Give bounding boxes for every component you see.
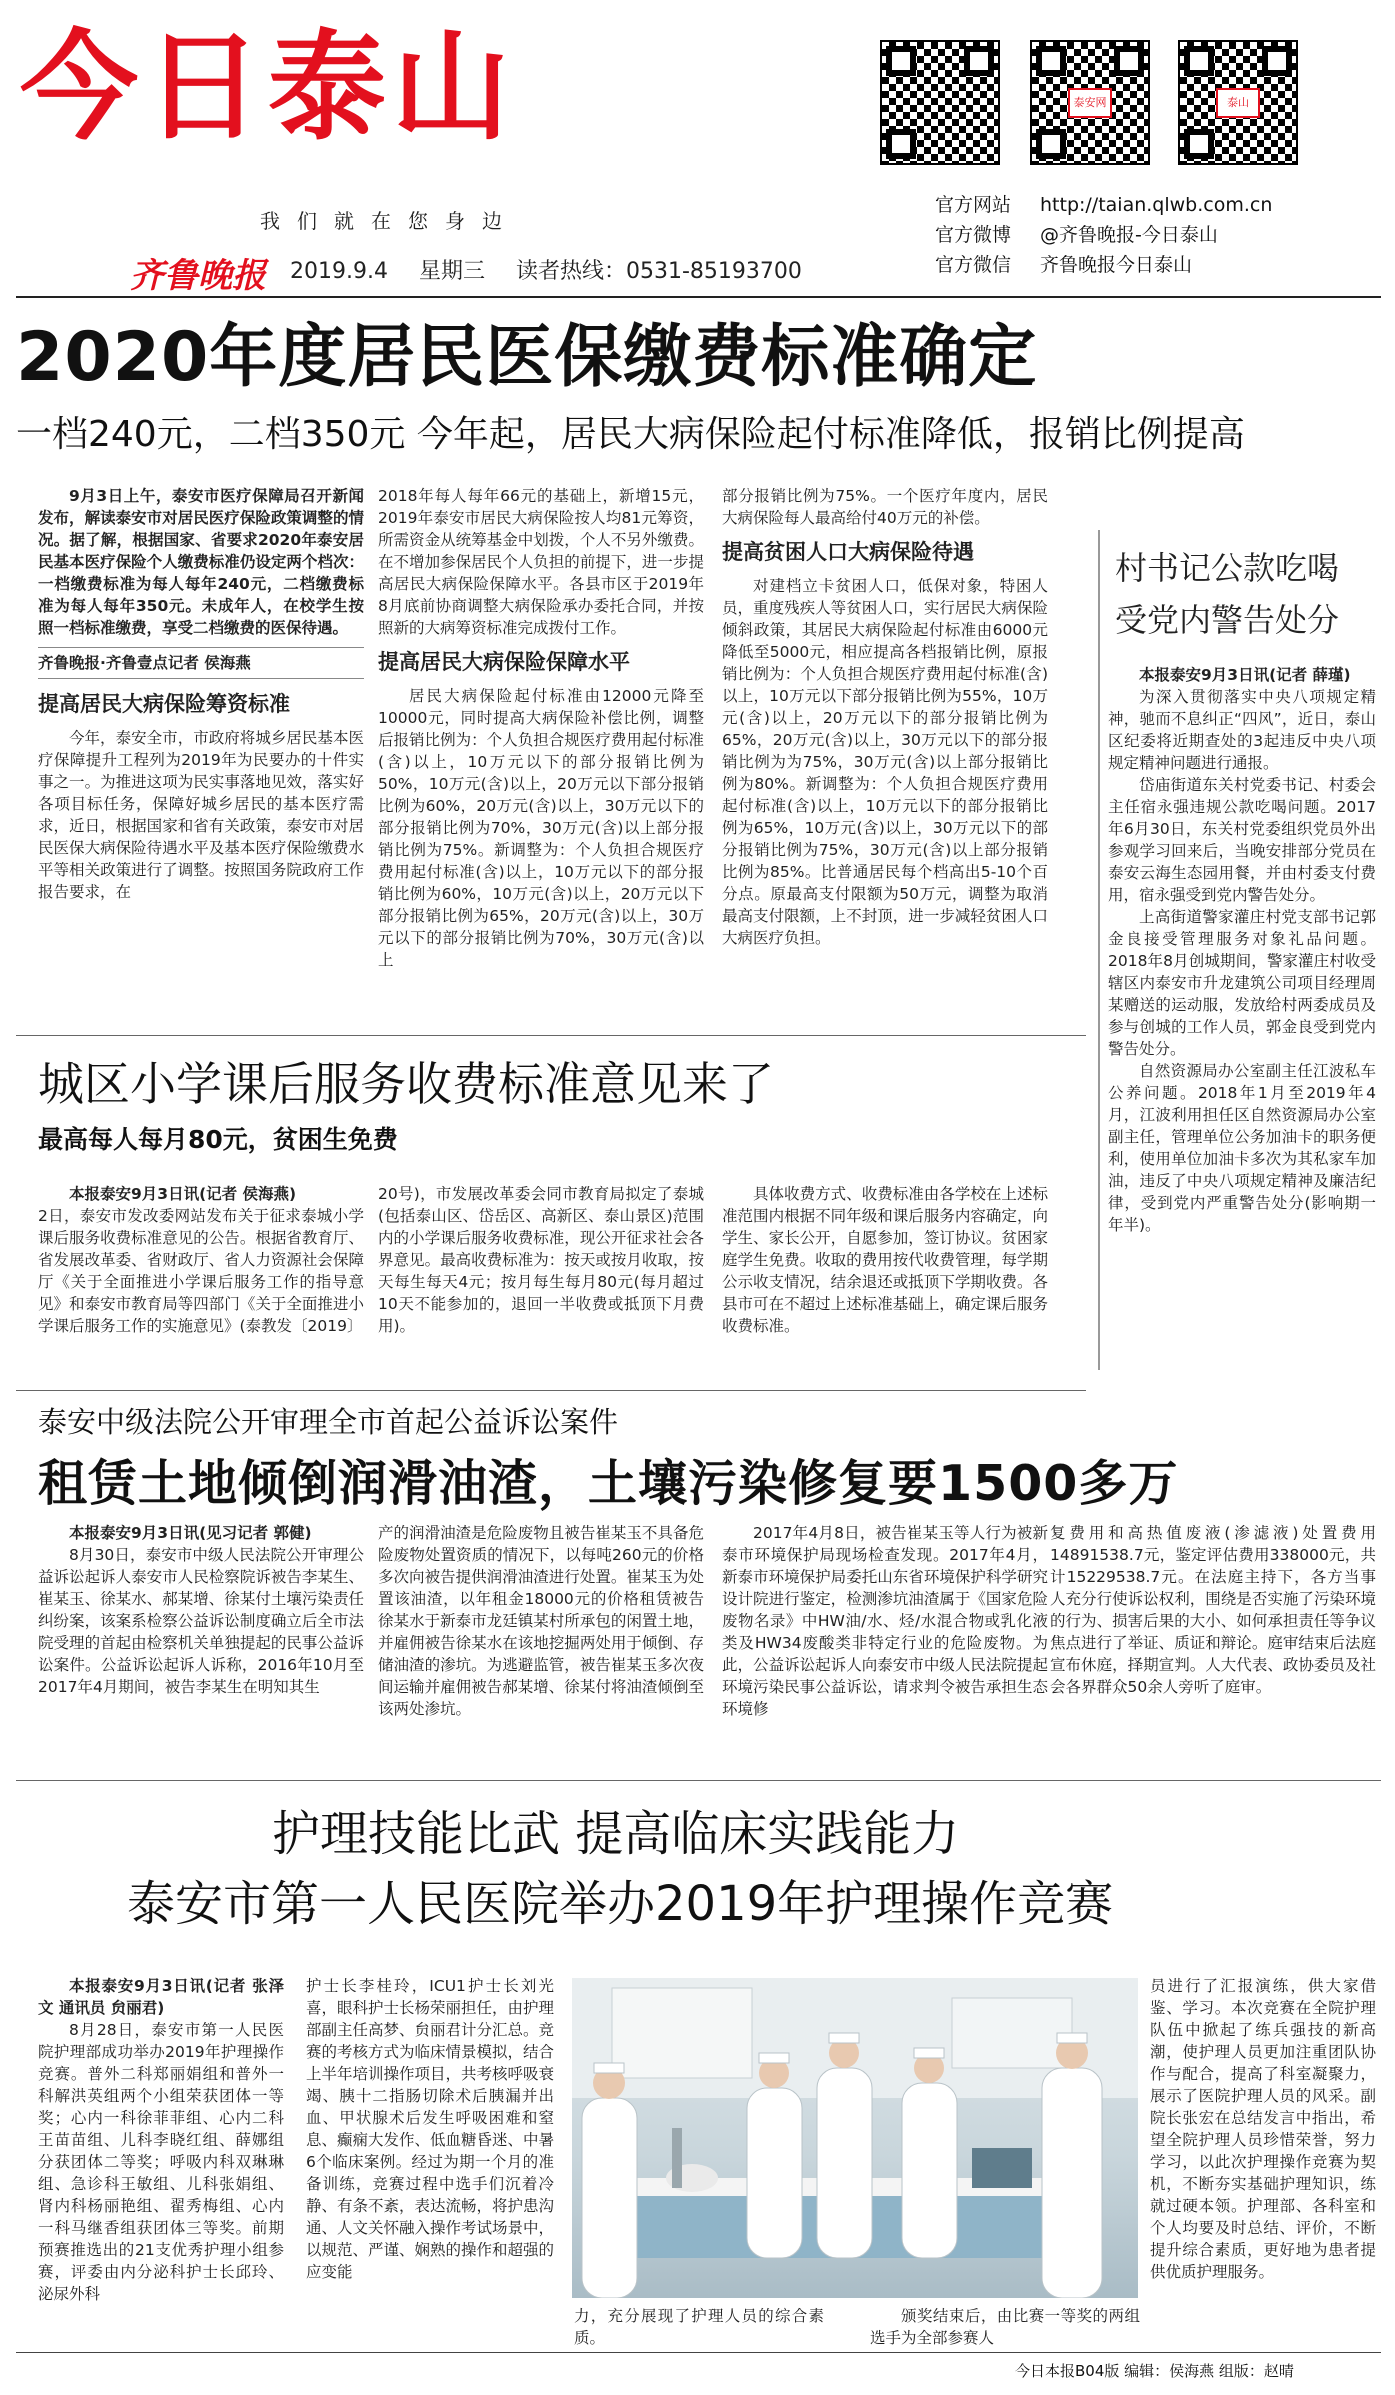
qr-tag-3: 泰山: [1216, 88, 1260, 118]
story1-subhead-2: 提高居民大病保险保障水平: [378, 650, 630, 674]
story1-subhead-1: 提高居民大病保险筹资标准: [38, 692, 290, 716]
story2-byline: 本报泰安9月3日讯(记者 侯海燕): [69, 1185, 297, 1203]
story2-column-1: [38, 1183, 364, 1383]
story3-divider: [16, 1390, 1086, 1391]
official-weibo[interactable]: 官方微博 @齐鲁晚报-今日泰山: [935, 224, 1218, 246]
sidebar-rule: [1098, 530, 1100, 1370]
sidebar-body: [1108, 664, 1376, 1364]
story3-column-1: [38, 1522, 364, 1762]
story2-headline: 城区小学课后服务收费标准意见来了: [38, 1057, 774, 1111]
story1-text-3a: 部分报销比例为75%。一个医疗年度内，居民大病保险每人最高给付40万元的补偿。: [722, 487, 1048, 527]
story4-photo-caption-right: 颁奖结束后，由比赛一等奖的两组选手为全部参赛人: [870, 2307, 1140, 2347]
story2-divider: [16, 1035, 1086, 1036]
story3-text-4: 复费用和高热值废液(渗滤液)处置费用14891538.7元，鉴定评估费用338000元，共计15229538.7元。在法庭主持下，各方当事人充分行使诉讼权利，围绕是否实施了污染环境的行为、损害后果的大小、如何承担责任等争议焦点进行了举证、质证和辩论。庭审结束后法庭宣布休庭，择期宣判。人大代表、政协委员及社会各界群众50余人旁听了庭审。: [1050, 1524, 1376, 1696]
story3-headline: 租赁土地倾倒润滑油渣，土壤污染修复要1500多万: [38, 1455, 1179, 1512]
official-wechat[interactable]: 官方微信 齐鲁晚报今日泰山: [935, 254, 1193, 276]
story3-column-4: [1050, 1522, 1376, 1762]
sidebar-title: 村书记公款吃喝 受党内警告处分: [1115, 549, 1340, 639]
qr-code-1: [880, 40, 1000, 165]
story1-column-1: [38, 485, 364, 1005]
page-footer: 今日本报B04版 编辑：侯海燕 组版：赵晴: [1015, 2362, 1294, 2380]
story2-text-3: 具体收费方式、收费标准由各学校在上述标准范围内根据不同年级和课后服务内容确定，向学生、家长公开，自愿参加，签订协议。贫困家庭学生免费。收取的费用按代收费管理，每学期公示收支情况，结余退还或抵顶下学期收费。各县市可在不超过上述标准基础上，确定课后服务收费标准。: [722, 1185, 1048, 1335]
story4-byline: 本报泰安9月3日讯(记者 张泽文 通讯员 贠丽君): [38, 1977, 284, 2017]
dateline: [270, 254, 802, 285]
issue-weekday: 星期三: [418, 259, 485, 284]
official-website[interactable]: 官方网站 http://taian.qlwb.com.cn: [935, 194, 1273, 216]
story1-byline: 齐鲁晚报·齐鲁壹点记者 侯海燕: [38, 654, 251, 672]
story3-text-2: 产的润滑油渣是危险废物且被告崔某玉不具备危险废物处置资质的情况下，以每吨260元的价格多次向被告提供润滑油渣进行处置。崔某玉为处置该油渣，以年租金18000元的价格租赁被告徐某水于新泰市龙廷镇某村所承包的闲置土地，并雇佣被告徐某水在该地挖掘两处用于倾倒、存储油渣的渗坑。为逃避监管，被告崔某玉多次夜间运输并雇佣被告郝某增、徐某付将油渣倾倒至该两处渗坑。: [378, 1524, 704, 1718]
story2-text-2: 20号)，市发展改革委会同市教育局拟定了泰城(包括泰山区、岱岳区、高新区、泰山景区)范围内的小学课后服务收费标准，现公开征求社会各界意见。最高收费标准为：按天或按月收取，按天每生每天4元；按月每生每月80元(每月超过10天不能参加的，退回一半收费或抵顶下月费用)。: [378, 1185, 704, 1335]
story3-column-2: [378, 1522, 704, 1762]
sidebar-p3: 上高街道警家灌庄村党支部书记郭金良接受管理服务对象礼品问题。2018年8月创城期间，警家灌庄村收受辖区内泰安市升龙建筑公司项目经理周某赠送的运动服，发放给村两委成员及参与创城的工作人员，郭金良受到党内警告处分。: [1108, 908, 1376, 1058]
story4-text-4: 员进行了汇报演练，供大家借鉴、学习。本次竞赛在全院护理队伍中掀起了练兵强技的新高潮，使护理人员更加注重团队协作与配合，提高了科室凝聚力，展示了医院护理人员的风采。副院长张宏在总结发言中指出，希望全院护理人员珍惜荣誉，努力学习，以此次护理操作竞赛为契机，不断夯实基础护理知识，练就过硬本领。护理部、各科室和个人均要及时总结、评价，不断提升综合素质，更好地为患者提供优质护理服务。: [1150, 1977, 1376, 2281]
story4-text-1: 8月28日，泰安市第一人民医院护理部成功举办2019年护理操作竞赛。普外二科郑丽娟组和普外一科解洪英组两个小组荣获团体一等奖；心内一科徐菲菲组、心内二科王苗苗组、儿科李晓红组、薛娜组分获团体二等奖；呼吸内科双琳琳组、急诊科王敏组、儿科张娟组、肾内科杨丽艳组、翟秀梅组、心内一科马继香组获团体三等奖。前期预赛推选出的21支优秀护理小组参赛，评委由内分泌科护士长邱玲、泌尿外科: [38, 2021, 284, 2303]
story2-subheadline: 最高每人每月80元，贫困生免费: [38, 1125, 398, 1154]
story4-column-4: [1150, 1975, 1376, 2345]
story2-column-2: [378, 1183, 704, 1383]
story1-lead: 9月3日上午，泰安市医疗保障局召开新闻发布，解读泰安市对居民医疗保险政策调整的情况。据了解，根据国家、省要求2020年泰安居民基本医疗保险个人缴费标准仍设定两个档次：一档缴费标准为每人每年240元，二档缴费标准为每人每年350元。未成年人，在校学生按照一档标准缴费，享受二档缴费的医保待遇。: [38, 487, 364, 637]
story4-column-2: [306, 1975, 554, 2345]
masthead-slogan: 我们就在您身边: [260, 209, 519, 233]
story3-byline: 本报泰安9月3日讯(见习记者 郭健): [69, 1524, 312, 1542]
qr-tag-2: 泰安网: [1068, 88, 1112, 118]
story3-text-1: 8月30日，泰安市中级人民法院公开审理公益诉讼起诉人泰安市人民检察院诉被告李某生、崔某玉、徐某水、郝某增、徐某付土壤污染责任纠纷案，该案系检察公益诉讼制度确立后全市法院受理的首起由检察机关单独提起的民事公益诉讼案件。公益诉讼起诉人诉称，2016年10月至2017年4月期间，被告李某生在明知其生: [38, 1546, 364, 1696]
story1-text-2: 2018年每人每年66元的基础上，新增15元，2019年泰安市居民大病保险按人均81元筹资，所需资金从统筹基金中划拨，个人不另外缴费。在不增加参保居民个人负担的前提下，进一步提高居民大病保险保障水平。各县市区于2019年8月底前协商调整大病保险承办委托合同，并按照新的大病筹资标准完成拨付工作。: [378, 487, 704, 637]
sidebar-p2: 岱庙街道东关村党委书记、村委会主任宿永强违规公款吃喝问题。2017年6月30日，东关村党委组织党员外出参观学习回来后，当晚安排部分党员在泰安云海生态园用餐，并由村委支付费用，宿永强受到党内警告处分。: [1108, 776, 1376, 904]
story4-divider: [16, 1780, 1381, 1781]
story1-subhead-3: 提高贫困人口大病保险待遇: [722, 540, 974, 564]
story2-text-1: 2日，泰安市发改委网站发布关于征求泰城小学课后服务收费标准意见的公告。根据省教育厅、省发展改革委、省财政厅、省人力资源社会保障厅《关于全面推进小学课后服务工作的指导意见》和泰安市教育局等四部门《关于全面推进小学课后服务工作的实施意见》(泰教发〔2019〕: [38, 1207, 364, 1335]
photo-illustration: [572, 1978, 1138, 2298]
sidebar-p4: 自然资源局办公室副主任江波私车公养问题。2018年1月至2019年4月，江波利用担任区自然资源局办公室副主任，管理单位公务加油卡的职务便利，使用单位加油卡多次为其私家车加油，违反了中央八项规定精神及廉洁纪律，受到党内严重警告处分(影响期一年半)。: [1108, 1062, 1376, 1234]
sidebar-p1: 为深入贯彻落实中央八项规定精神，驰而不息纠正“四风”，近日，泰山区纪委将近期查处的3起违反中央八项规定精神问题进行通报。: [1108, 688, 1376, 772]
sidebar-byline: 本报泰安9月3日讯(记者 薛瑾): [1139, 666, 1351, 684]
story2-column-3: [722, 1183, 1048, 1383]
brand-logo: 齐鲁晚报: [130, 256, 266, 296]
story4-text-2: 护士长李桂玲，ICU1护士长刘光喜，眼科护士长杨荣丽担任，由护理部副主任高梦、贠丽君计分汇总。竞赛的考核方式为临床情景模拟，结合上半年培训操作项目，共考核呼吸衰竭、胰十二指肠切除术后胰漏并出血、甲状腺术后发生呼吸困难和窒息、癫痫大发作、低血糖昏迷、中暑6个临床案例。经过为期一个月的准备训练，竞赛过程中选手们沉着冷静、有条不紊，表达流畅，将护患沟通、人文关怀融入操作考试场景中，以规范、严谨、娴熟的操作和超强的应变能: [306, 1977, 554, 2281]
official-channels: [935, 190, 1272, 280]
story1-text-3b: 对建档立卡贫困人口，低保对象，特困人员，重度残疾人等贫困人口，实行居民大病保险倾斜政策，其居民大病保险起付标准由6000元降低至5000元，相应提高各档报销比例，原报销比例为：个人负担合规医疗费用起付标准(含)以上，10万元以下部分报销比例为55%，10万元(含)以上，20万元以下的部分报销比例为65%，20万元(含)以上，30万元以下的部分报销比例为为75%，30万元(含)以上部分报销比例为80%。新调整为：个人负担合规医疗费用起付标准(含)以上，10万元以下的部分报销比例为65%，10万元(含)以上，30万元以下的部分报销比例为75%，30万元(含)以上部分报销比例为85%。比普通居民每个档高出5-10个百分点。原最高支付限额为50万元，调整为取消最高支付限额，上不封顶，进一步减轻贫困人口大病医疗负担。: [722, 577, 1048, 947]
masthead-title: 今日泰山: [20, 18, 517, 156]
story1-text-2b: 居民大病保险起付标准由12000元降至10000元，同时提高大病保险补偿比例，调整后报销比例为：个人负担合规医疗费用起付标准(含)以上，10万元以下的部分报销比例为50%，10万元(含)以上，20万元以下部分报销比例为60%，20万元(含)以上，30万元以下的部分报销比例为70%，30万元(含)以上部分报销比例为75%。新调整为：个人负担合规医疗费用起付标准(含)以上，10万元以下的部分报销比例为60%，10万元(含)以上，20万元以下部分报销比例为65%，20万元(含)以上，30万元以下的部分报销比例为70%，30万元(含)以上: [378, 687, 704, 969]
story4-headline-1: 护理技能比武 提高临床实践能力: [272, 1806, 960, 1862]
story4-headline-2: 泰安市第一人民医院举办2019年护理操作竞赛: [127, 1876, 1114, 1932]
story4-column-1: [38, 1975, 284, 2345]
story3-text-3: 2017年4月8日，被告崔某玉等人行为被新泰市环境保护局现场检查发现。2017年4月，新泰市环境保护局委托山东省环境保护科学研究设计院进行鉴定，检测渗坑油渣属于《国家危险废物名录》中HW油/水、烃/水混合物或乳化液类及HW34废酸类非特定行业的危险废物。为此，公益诉讼起诉人向泰安市中级人民法院提起环境污染民事公益诉讼，请求判令被告承担生态环境修: [722, 1524, 1048, 1718]
nursing-competition-photo: [572, 1978, 1138, 2298]
footer-divider: [16, 2352, 1381, 2353]
story3-kicker: 泰安中级法院公开审理全市首起公益诉讼案件: [38, 1405, 619, 1439]
story1-column-3: [722, 485, 1048, 1020]
story1-text-1: 今年，泰安全市，市政府将城乡居民基本医疗保障提升工程列为2019年为民要办的十件实事之一。为推进这项为民实事落地见效，落实好各项目标任务，保障好城乡居民的基本医疗需求，近日，根据国家和省有关政策，泰安市对居民医保大病保险待遇水平及基本医疗保险缴费水平等相关政策进行了调整。按照国务院政府工作报告要求，在: [38, 729, 364, 901]
masthead-divider: [16, 296, 1381, 298]
story1-headline: 2020年度居民医保缴费标准确定: [16, 318, 1038, 397]
qr-code-2: [1030, 40, 1150, 165]
story3-column-3: [722, 1522, 1048, 1762]
reader-hotline: 读者热线：0531-85193700: [515, 259, 802, 284]
qr-code-3: [1178, 40, 1298, 165]
story1-subheadline: 一档240元，二档350元 今年起，居民大病保险起付标准降低，报销比例提高: [16, 414, 1245, 455]
story4-photo-caption-left: 力，充分展现了护理人员的综合素质。: [574, 2307, 824, 2347]
issue-date: 2019.9.4: [290, 259, 388, 284]
story1-column-2: [378, 485, 704, 1020]
